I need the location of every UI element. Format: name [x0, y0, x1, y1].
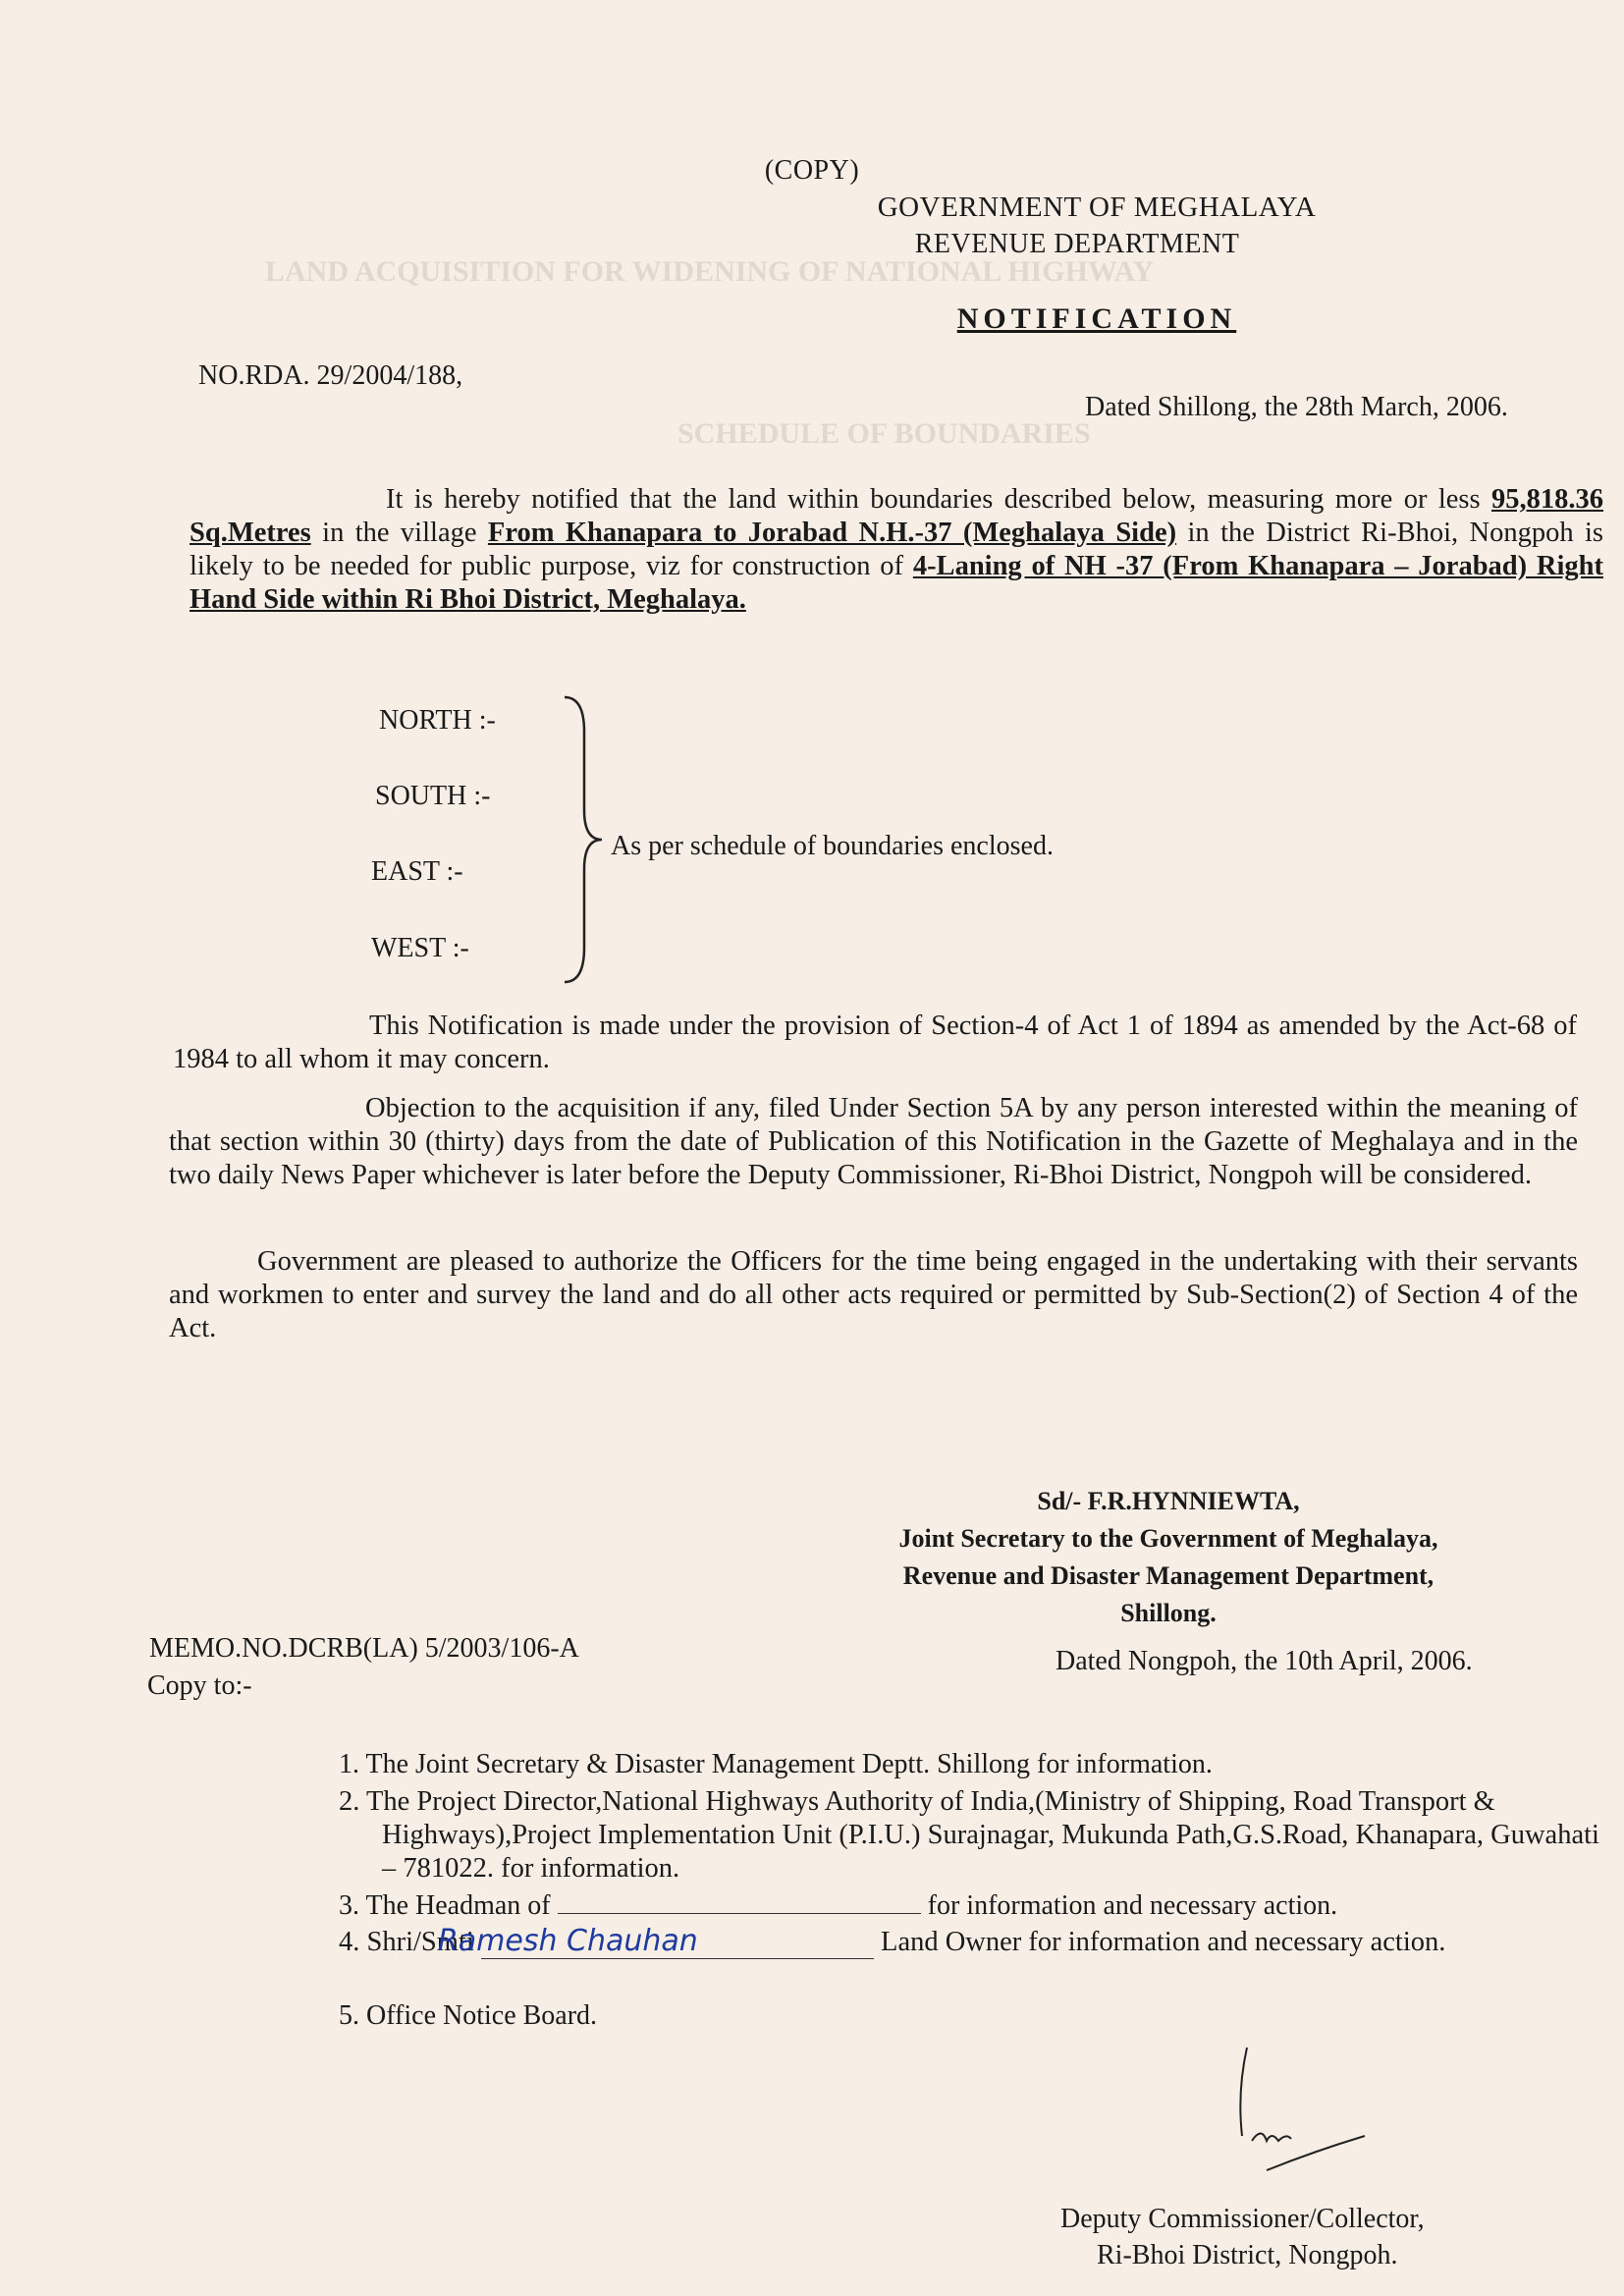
headman-blank-line — [558, 1913, 921, 1914]
signatory-place: Shillong. — [1120, 1599, 1217, 1627]
copy-item-4-suffix: Land Owner for information and necessary action. — [881, 1927, 1446, 1957]
copy-item-3-prefix: 3. The Headman of — [339, 1890, 551, 1921]
land-owner-handwritten-name: Ramesh Chauhan — [481, 1925, 874, 1959]
department-heading: REVENUE DEPARTMENT — [914, 229, 1240, 259]
memo-number: MEMO.NO.DCRB(LA) 5/2003/106-A — [149, 1633, 579, 1664]
copy-item-4 — [339, 1925, 1599, 1959]
copy-to-label: Copy to:- — [147, 1670, 252, 1701]
signatory-title-1: Joint Secretary to the Government of Meghalaya, — [898, 1524, 1438, 1553]
intro-text-2: in the village — [322, 518, 477, 548]
intro-paragraph — [189, 483, 1603, 617]
notification-number: NO.RDA. 29/2004/188, — [198, 360, 463, 391]
curly-brace-icon — [555, 692, 604, 987]
copy-item-2: 2. The Project Director,National Highways Authority of India,(Ministry of Shipping, Road Transport & Highways),Project Implementation Unit (P.I.U.) Surajnagar, Mukunda Path,G.S.Road, Khanapara, Guwahati – 781022. for information. — [339, 1786, 1599, 1884]
boundary-west: WEST :- — [371, 933, 469, 963]
bleed-through-text: SCHEDULE OF BOUNDARIES — [677, 417, 1091, 450]
signatory-name: Sd/- F.R.HYNNIEWTA, — [1037, 1487, 1300, 1515]
village-name: From Khanapara to Jorabad N.H.-37 (Meghalaya Side) — [487, 518, 1177, 548]
notification-title: NOTIFICATION — [956, 302, 1237, 335]
signatory-title-2: Revenue and Disaster Management Department, — [902, 1561, 1435, 1590]
copy-item-5: 5. Office Notice Board. — [339, 2000, 598, 2031]
boundary-north: NORTH :- — [379, 705, 496, 736]
copy-item-3 — [339, 1889, 1337, 1923]
memo-date: Dated Nongpoh, the 10th April, 2006. — [1056, 1646, 1473, 1676]
footer-designation: Deputy Commissioner/Collector, — [1060, 2204, 1425, 2234]
copy-label: (COPY) — [764, 155, 860, 186]
copy-item-3-suffix: for information and necessary action. — [927, 1890, 1338, 1921]
authorization-paragraph: Government are pleased to authorize the Officers for the time being engaged in the undertaking with their servants and workmen to enter and survey the land and do all other acts required or permitted by Sub-Section(2) of Section 4 of the Act. — [169, 1246, 1578, 1343]
project-purpose: 4-Laning of NH -37 (From Khanapara – Jorabad) Right Hand Side within Ri Bhoi District, Meghalaya. — [189, 551, 1604, 615]
boundary-east: EAST :- — [371, 856, 463, 887]
government-heading: GOVERNMENT OF MEGHALAYA — [877, 191, 1317, 223]
section-4-paragraph: This Notification is made under the provision of Section-4 of Act 1 of 1894 as amended by the Act-68 of 1984 to all whom it may concern. — [173, 1011, 1577, 1074]
copy-item-4-prefix: 4. Shri/Smti — [339, 1927, 474, 1957]
land-area: 95,818.36 Sq.Metres — [189, 484, 1603, 548]
notification-date: Dated Shillong, the 28th March, 2006. — [1085, 392, 1508, 422]
boundary-note: As per schedule of boundaries enclosed. — [611, 831, 1054, 861]
boundary-south: SOUTH :- — [375, 781, 491, 811]
objection-paragraph: Objection to the acquisition if any, filed Under Section 5A by any person interested within the meaning of that section within 30 (thirty) days from the date of Publication of this Notification in the Gazette of Meghalaya and in the two daily News Paper whichever is later before the Deputy Commissioner, Ri-Bhoi District, Nongpoh will be considered. — [169, 1093, 1578, 1190]
copy-item-1: 1. The Joint Secretary & Disaster Management Deptt. Shillong for information. — [339, 1749, 1213, 1779]
signature-scribble-icon — [1208, 2043, 1384, 2180]
bleed-through-text: LAND ACQUISITION FOR WIDENING OF NATIONAL HIGHWAY — [265, 255, 1155, 288]
intro-text-3: in the District Ri-Bhoi, Nongpoh is likely to be needed for public purpose, viz for construction of — [189, 518, 1604, 581]
intro-text-1: It is hereby notified that the land within boundaries described below, measuring more or less — [386, 484, 1481, 515]
footer-location: Ri-Bhoi District, Nongpoh. — [1097, 2240, 1398, 2270]
